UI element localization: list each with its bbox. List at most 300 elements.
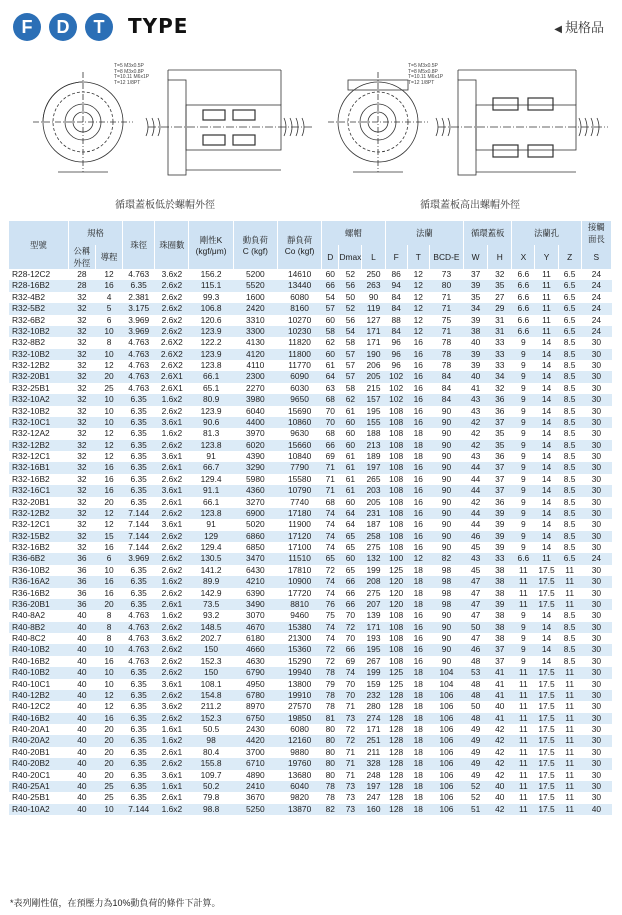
table-cell: 47 <box>470 633 481 643</box>
table-cell: R32-4B2 <box>12 291 46 302</box>
table-cell: 106 <box>429 781 463 792</box>
table-cell: 90 <box>429 644 463 655</box>
table-cell: 6.35 <box>123 280 155 291</box>
table-cell: R32-12B2 <box>9 440 68 451</box>
table-cell: 6.35 <box>130 724 147 734</box>
table-cell: 8.5 <box>563 337 576 348</box>
table-cell: 44 <box>464 485 488 496</box>
table-cell: 8 <box>106 337 112 348</box>
table-row <box>9 462 612 473</box>
table-cell: 84 <box>429 394 463 405</box>
table-cell: 40 <box>495 701 505 712</box>
table-cell: 44 <box>470 473 481 484</box>
table-cell: 6.35 <box>130 564 147 575</box>
table-row <box>9 804 612 815</box>
table-cell: 247 <box>366 792 381 803</box>
table-cell: 6.35 <box>123 440 155 451</box>
table-cell: 8.5 <box>558 349 581 360</box>
table-cell: 11 <box>519 724 528 734</box>
table-cell: 2.6x2 <box>161 542 183 552</box>
table-cell: 9 <box>521 337 526 348</box>
table-cell: 128 <box>389 724 404 734</box>
table-cell: 120 <box>385 576 407 587</box>
table-cell: 12 <box>104 428 114 439</box>
table-cell: 12 <box>104 701 114 712</box>
table-cell: 4660 <box>233 644 277 655</box>
table-cell: 25 <box>95 781 122 792</box>
table-cell: R32-12B2 <box>12 360 50 370</box>
table-cell: 30 <box>581 576 611 587</box>
table-cell: 171 <box>366 337 381 348</box>
table-cell: 33 <box>488 553 512 564</box>
table-cell: 207 <box>362 599 385 610</box>
table-cell: 16 <box>104 587 114 598</box>
table-cell: 9 <box>512 622 535 633</box>
table-cell: 40 <box>77 655 87 666</box>
table-cell: 38 <box>495 610 505 621</box>
tol-line: T=5 M3x0.5P <box>114 63 144 69</box>
table-cell: 231 <box>362 508 385 519</box>
table-cell: 6.35 <box>130 405 147 416</box>
table-cell: R40-20A1 <box>12 724 50 734</box>
table-cell: 11 <box>512 804 535 815</box>
table-cell: 30 <box>581 735 611 746</box>
table-cell: 1.6x1 <box>161 724 183 734</box>
sub-s: S <box>581 245 611 269</box>
table-cell: 17.5 <box>538 724 555 734</box>
table-cell: 32 <box>77 291 87 302</box>
table-row <box>9 656 612 667</box>
table-cell: 90 <box>429 462 463 473</box>
table-cell: 58 <box>345 337 356 348</box>
table-cell: 36 <box>68 576 95 587</box>
table-cell: 73 <box>339 713 362 724</box>
table-cell: 11 <box>512 599 535 610</box>
table-cell: 90 <box>429 417 463 428</box>
table-cell: 17810 <box>287 564 312 575</box>
table-cell: 6.35 <box>123 394 155 405</box>
table-cell: 17720 <box>287 587 312 598</box>
table-cell: 3.6x1 <box>161 451 183 461</box>
table-cell: 11 <box>519 587 528 598</box>
table-row <box>9 599 612 610</box>
table-cell: 6750 <box>233 713 277 724</box>
table-cell: 102 <box>385 394 407 405</box>
table-cell: 78 <box>441 337 452 348</box>
table-cell: 17.5 <box>538 746 555 757</box>
table-cell: 2.6X2 <box>160 337 183 348</box>
table-cell: 203 <box>362 485 385 496</box>
table-cell: 57 <box>339 349 362 360</box>
table-cell: 71 <box>322 485 339 496</box>
table-cell: 11 <box>558 667 581 678</box>
table-cell: 16 <box>407 417 429 428</box>
table-cell: 3970 <box>246 428 265 439</box>
table-cell: 30 <box>581 713 611 724</box>
table-cell: 61 <box>325 360 335 370</box>
table-row <box>9 747 612 758</box>
table-cell: 6430 <box>246 564 265 575</box>
table-cell: R36-6B2 <box>9 553 68 564</box>
table-cell: 106 <box>439 701 454 712</box>
table-cell: 82 <box>429 553 463 564</box>
table-cell: R32-10B2 <box>12 405 50 416</box>
table-cell: 123.9 <box>200 405 222 416</box>
table-cell: 34 <box>488 371 512 382</box>
table-cell: 36 <box>68 599 95 610</box>
table-cell: R40-8B2 <box>9 622 68 633</box>
table-cell: 12 <box>95 690 122 701</box>
table-cell: 128 <box>385 690 407 701</box>
table-cell: 6.35 <box>123 599 155 610</box>
table-cell: 102 <box>385 371 407 382</box>
table-cell: 12 <box>413 314 423 325</box>
table-cell: 30 <box>581 394 611 405</box>
table-cell: 18 <box>407 690 429 701</box>
table-cell: 80 <box>322 735 339 746</box>
table-cell: 16 <box>413 382 423 393</box>
table-cell: 2.6x2 <box>161 587 183 598</box>
table-cell: 32 <box>77 473 87 484</box>
table-cell: 49 <box>470 724 481 734</box>
table-cell: 2420 <box>233 303 277 314</box>
table-cell: 90 <box>429 440 463 451</box>
table-row <box>9 531 612 542</box>
table-cell: 24 <box>591 314 602 325</box>
table-cell: 40 <box>77 724 87 734</box>
table-cell: 6 <box>95 553 122 564</box>
table-cell: 159 <box>366 678 381 689</box>
table-cell: 32 <box>77 451 87 461</box>
table-cell: 11 <box>558 804 581 815</box>
table-cell: 37 <box>495 655 505 666</box>
table-cell: 80 <box>325 746 335 757</box>
table-cell: 152.3 <box>189 713 233 724</box>
table-cell: 125 <box>389 564 404 575</box>
table-cell: 11 <box>558 599 581 610</box>
spec-table-body <box>9 269 612 815</box>
table-cell: R32-10A2 <box>9 394 68 405</box>
table-cell: 66 <box>345 587 356 598</box>
table-cell: 14 <box>541 337 552 348</box>
table-cell: 24 <box>581 326 611 337</box>
table-row <box>9 781 612 792</box>
table-cell: 14 <box>535 508 558 519</box>
table-cell: 14 <box>535 371 558 382</box>
table-cell: 38 <box>464 326 488 337</box>
table-cell: 32 <box>68 417 95 428</box>
table-cell: 8970 <box>246 701 265 712</box>
table-cell: 108 <box>389 655 404 666</box>
table-cell: 1600 <box>246 291 265 302</box>
table-cell: 43 <box>464 553 488 564</box>
table-cell: 54 <box>325 291 335 302</box>
table-cell: 7790 <box>277 462 321 473</box>
table-row <box>9 553 612 564</box>
table-cell: 3.6x1 <box>161 769 183 780</box>
table-cell: 16 <box>413 633 423 643</box>
table-cell: 66 <box>322 280 339 291</box>
table-cell: 4.763 <box>128 655 150 666</box>
table-cell: 123.8 <box>189 508 233 519</box>
table-cell: 8.5 <box>563 542 576 552</box>
table-cell: 6.35 <box>130 701 147 712</box>
table-cell: 37 <box>495 473 505 484</box>
table-cell: 18 <box>407 713 429 724</box>
table-cell: 33 <box>495 337 505 348</box>
table-cell: 6080 <box>290 291 309 302</box>
table-cell: 16 <box>407 371 429 382</box>
table-cell: 4.763 <box>123 371 155 382</box>
table-row <box>9 770 612 781</box>
table-cell: 128 <box>385 713 407 724</box>
table-cell: 16 <box>413 655 423 666</box>
table-cell: 44 <box>464 462 488 473</box>
table-cell: 50 <box>470 701 481 712</box>
table-cell: 10 <box>95 667 122 678</box>
table-cell: 38 <box>495 633 505 643</box>
table-cell: 35 <box>488 440 512 451</box>
table-cell: 2.6x2 <box>155 713 189 724</box>
table-cell: 81.3 <box>202 428 220 439</box>
badge-d: D <box>49 13 77 41</box>
table-cell: 27 <box>495 291 505 302</box>
table-cell: 248 <box>366 769 381 780</box>
col-stiffness-l2: (kgf/μm) <box>195 246 227 256</box>
table-cell: 108.1 <box>200 678 222 689</box>
table-row <box>9 758 612 769</box>
table-cell: 11 <box>558 735 581 746</box>
table-cell: 6.6 <box>517 314 530 325</box>
table-cell: 2.381 <box>128 291 150 302</box>
table-cell: 6.6 <box>517 291 530 302</box>
table-cell: 42 <box>464 417 488 428</box>
table-cell: 40 <box>68 804 95 815</box>
table-cell: 86 <box>391 269 401 279</box>
table-row <box>9 474 612 485</box>
table-cell: 19940 <box>277 667 321 678</box>
table-cell: 56 <box>345 314 356 325</box>
table-cell: 280 <box>366 701 381 712</box>
table-cell: 2.6X2 <box>155 349 189 360</box>
table-cell: 3.969 <box>123 553 155 564</box>
table-cell: 4.763 <box>128 633 150 643</box>
table-cell: 12 <box>95 508 122 519</box>
table-row <box>9 349 612 360</box>
table-cell: 9 <box>521 496 526 507</box>
table-cell: 30 <box>581 371 611 382</box>
col-stiffness <box>189 221 233 269</box>
table-cell: 14 <box>535 440 558 451</box>
table-cell: 2.6x2 <box>155 303 189 314</box>
table-cell: 78 <box>325 701 335 712</box>
table-cell: 9 <box>521 610 526 621</box>
table-cell: 104 <box>429 667 463 678</box>
col-nominal-od: 公稱 <box>68 245 95 257</box>
table-cell: 2.6x2 <box>161 314 183 325</box>
table-cell: 11 <box>565 769 574 780</box>
table-cell: 70 <box>345 610 356 621</box>
table-cell: 15290 <box>287 655 312 666</box>
table-cell: 18 <box>407 758 429 769</box>
table-cell: 11 <box>565 746 574 757</box>
table-cell: 232 <box>362 690 385 701</box>
sub-bcd-e: BCD-E <box>429 245 463 269</box>
table-cell: 39 <box>488 531 512 542</box>
table-cell: 9 <box>521 633 526 643</box>
table-cell: 24 <box>591 291 602 302</box>
table-cell: 48 <box>470 655 481 666</box>
table-cell: 37 <box>488 417 512 428</box>
table-cell: 6.6 <box>512 326 535 337</box>
table-row <box>9 667 612 678</box>
table-cell: 30 <box>581 462 611 473</box>
table-cell: 18 <box>407 804 429 815</box>
table-cell: 66 <box>322 440 339 451</box>
table-cell: 57 <box>322 303 339 314</box>
table-cell: 9 <box>521 542 526 552</box>
table-cell: 17.5 <box>535 599 558 610</box>
table-row <box>9 497 612 508</box>
table-cell: 11 <box>519 678 528 689</box>
table-row <box>9 633 612 644</box>
spec-link[interactable] <box>554 17 604 36</box>
table-cell: 8810 <box>277 599 321 610</box>
table-cell: 6 <box>106 314 112 325</box>
table-cell: 6.35 <box>130 496 147 507</box>
table-cell: 9 <box>512 417 535 428</box>
table-cell: 16 <box>413 542 423 552</box>
table-cell: R32-12B2 <box>9 508 68 519</box>
table-cell: 3270 <box>246 496 265 507</box>
table-cell: 106 <box>439 746 454 757</box>
page-title: TYPE <box>128 14 189 38</box>
table-row <box>9 508 612 519</box>
table-cell: 30 <box>581 644 611 655</box>
tolerance-notes-right <box>408 64 443 86</box>
table-cell: 72 <box>345 724 356 734</box>
table-cell: 9 <box>512 371 535 382</box>
table-cell: 11 <box>535 553 558 564</box>
table-cell: 39 <box>470 360 481 370</box>
table-cell: 142.9 <box>200 587 222 598</box>
table-cell: 65 <box>339 531 362 542</box>
table-cell: 90 <box>441 655 452 666</box>
table-cell: 4.763 <box>123 622 155 633</box>
table-cell: 36 <box>488 394 512 405</box>
table-cell: 10790 <box>277 485 321 496</box>
table-cell: 36 <box>68 553 95 564</box>
table-cell: 78 <box>322 690 339 701</box>
table-cell: 11 <box>519 701 528 712</box>
table-cell: 11800 <box>277 349 321 360</box>
table-cell: 16 <box>95 576 122 587</box>
table-cell: 2.6x2 <box>155 644 189 655</box>
page-header <box>0 0 622 58</box>
col-model: 型號 <box>9 221 68 269</box>
table-row <box>9 303 612 314</box>
sub-y: Y <box>535 245 558 269</box>
table-cell: 30 <box>591 496 602 507</box>
table-cell: 2.6X2 <box>160 360 183 370</box>
table-cell: 39 <box>495 519 505 530</box>
table-cell: 7.144 <box>123 531 155 542</box>
table-cell: 61 <box>345 451 356 461</box>
table-cell: 36 <box>77 587 87 598</box>
table-cell: 32 <box>68 508 95 519</box>
table-cell: 106 <box>429 758 463 769</box>
footnote: *表列剛性值，在預壓力為10%動負荷的條件下計算。 <box>10 898 221 908</box>
table-cell: 6900 <box>233 508 277 519</box>
table-cell: 79.8 <box>202 792 220 803</box>
table-cell: 40 <box>68 713 95 724</box>
table-cell: 33 <box>488 349 512 360</box>
table-cell: 3070 <box>246 610 265 621</box>
table-cell: 98.8 <box>189 804 233 815</box>
table-cell: 50 <box>345 291 356 302</box>
table-cell: 16 <box>407 644 429 655</box>
table-cell: 189 <box>366 451 381 461</box>
col-spec: 規格 <box>68 221 122 245</box>
sub-w: W <box>464 245 488 269</box>
sub-d: D <box>322 245 339 269</box>
table-cell: 29 <box>488 303 512 314</box>
table-cell: 2.6X1 <box>155 371 189 382</box>
table-cell: R36-20B1 <box>9 599 68 610</box>
table-cell: 68 <box>325 496 335 507</box>
table-cell: 3.6x1 <box>161 678 183 689</box>
table-cell: R32-20B1 <box>12 496 50 507</box>
table-cell: 17.5 <box>538 587 555 598</box>
table-cell: 3.6x2 <box>161 701 183 712</box>
table-cell: 12 <box>104 519 114 530</box>
caption-right: 循環蓋板高出螺帽外徑 <box>420 200 520 211</box>
table-cell: 66 <box>339 576 362 587</box>
table-cell: 42 <box>470 496 481 507</box>
table-cell: 127 <box>366 314 381 325</box>
table-cell: 58 <box>345 382 356 393</box>
table-cell: 188 <box>366 428 381 439</box>
table-cell: 11 <box>535 326 558 337</box>
table-cell: 30 <box>581 667 611 678</box>
table-cell: 205 <box>362 371 385 382</box>
table-cell: 20 <box>104 496 114 507</box>
table-cell: 9 <box>512 531 535 542</box>
table-cell: 155 <box>362 417 385 428</box>
table-cell: R40-20B2 <box>9 758 68 769</box>
table-cell: 3.6x1 <box>155 485 189 496</box>
table-cell: 42 <box>470 428 481 439</box>
table-cell: 8.5 <box>563 655 576 666</box>
table-cell: 84 <box>429 371 463 382</box>
table-cell: 36 <box>495 451 505 461</box>
table-cell: 10 <box>95 417 122 428</box>
table-cell: 106 <box>429 713 463 724</box>
table-cell: 208 <box>362 576 385 587</box>
table-cell: 14 <box>541 496 552 507</box>
col-wiper <box>581 221 611 245</box>
table-cell: R32-20B1 <box>9 371 68 382</box>
table-cell: 42 <box>464 440 488 451</box>
table-cell: 30 <box>591 610 602 621</box>
table-cell: 27570 <box>287 701 312 712</box>
table-cell: 1.6x2 <box>155 576 189 587</box>
table-cell: 6.6 <box>512 553 535 564</box>
table-cell: 61 <box>345 405 356 416</box>
table-cell: 48 <box>464 690 488 701</box>
table-cell: 90 <box>441 428 452 439</box>
table-row <box>9 326 612 337</box>
